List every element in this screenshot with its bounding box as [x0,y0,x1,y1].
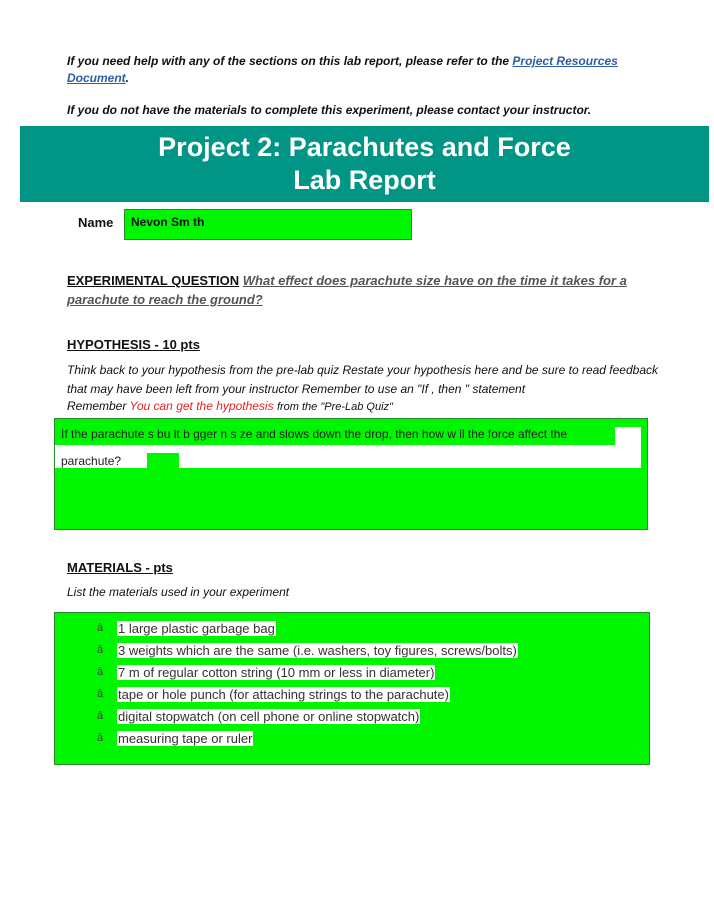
bullet-icon: â [97,644,104,656]
experimental-question-text: What effect does parachute size have on the time it takes for a parachute to reach the ground? [67,273,627,307]
text-highlight-gap [615,427,641,445]
remember-suffix: from the "Pre-Lab Quiz" [276,401,393,413]
hypothesis-answer-line1: If the parachute s bu lt b gger n s ze and slows down the drop, then how w ll the force affect the [61,427,568,441]
list-item [97,727,518,749]
hypothesis-remember [67,397,487,417]
list-item [97,639,518,661]
page-title: Project 2: Parachutes and Force [158,132,571,162]
list-item [97,617,518,639]
name-field[interactable]: Nevon Sm th [124,209,412,240]
material-item-text: measuring tape or ruler [118,730,253,746]
hypothesis-answer-line2: parachute? [61,454,122,468]
hypothesis-answer-box[interactable] [54,418,648,530]
hypothesis-heading: HYPOTHESIS - 10 pts [67,337,200,352]
resources-note-text: If you need help with any of the sections on this lab report, please refer to the [67,54,513,68]
list-item [97,705,518,727]
remember-red-note: You can get the hypothesis [129,399,274,413]
list-item [97,683,518,705]
list-item [97,661,518,683]
materials-list [97,617,518,749]
bullet-icon: â [97,710,104,722]
materials-answer-box[interactable] [54,612,650,765]
hypothesis-instructions: Think back to your hypothesis from the pre-lab quiz Restate your hypothesis here and be sure to read feedback that may have been left from your instructor Remember to use an "If , then " statement [67,363,658,396]
text-highlight-gap [147,453,179,468]
bullet-icon: â [97,622,104,634]
materials-heading: MATERIALS - pts [67,560,173,575]
experimental-question [67,271,677,309]
materials-note: If you do not have the materials to complete this experiment, please contact your instructor. [67,103,592,117]
project-resources-link[interactable]: Project Resources Document [67,54,618,85]
bullet-icon: â [97,732,104,744]
text-highlight-gap [55,445,641,468]
experimental-question-heading: EXPERIMENTAL QUESTION [67,273,240,288]
material-item-text: digital stopwatch (on cell phone or online stopwatch) [118,708,420,724]
bullet-icon: â [97,688,104,700]
remember-prefix: Remember [67,399,127,413]
page-subtitle: Lab Report [293,165,436,195]
material-item-text: 7 m of regular cotton string (10 mm or less in diameter) [118,664,435,680]
material-item-text: 1 large plastic garbage bag [118,620,275,636]
name-label: Name [78,215,114,230]
resources-note-suffix: . [125,71,130,85]
title-banner [20,126,709,202]
material-item-text: tape or hole punch (for attaching strings to the parachute) [118,686,449,702]
materials-instructions: List the materials used in your experiment [67,585,290,599]
material-item-text: 3 weights which are the same (i.e. washers, toy figures, screws/bolts) [118,642,517,658]
resources-note [67,53,637,87]
bullet-icon: â [97,666,104,678]
